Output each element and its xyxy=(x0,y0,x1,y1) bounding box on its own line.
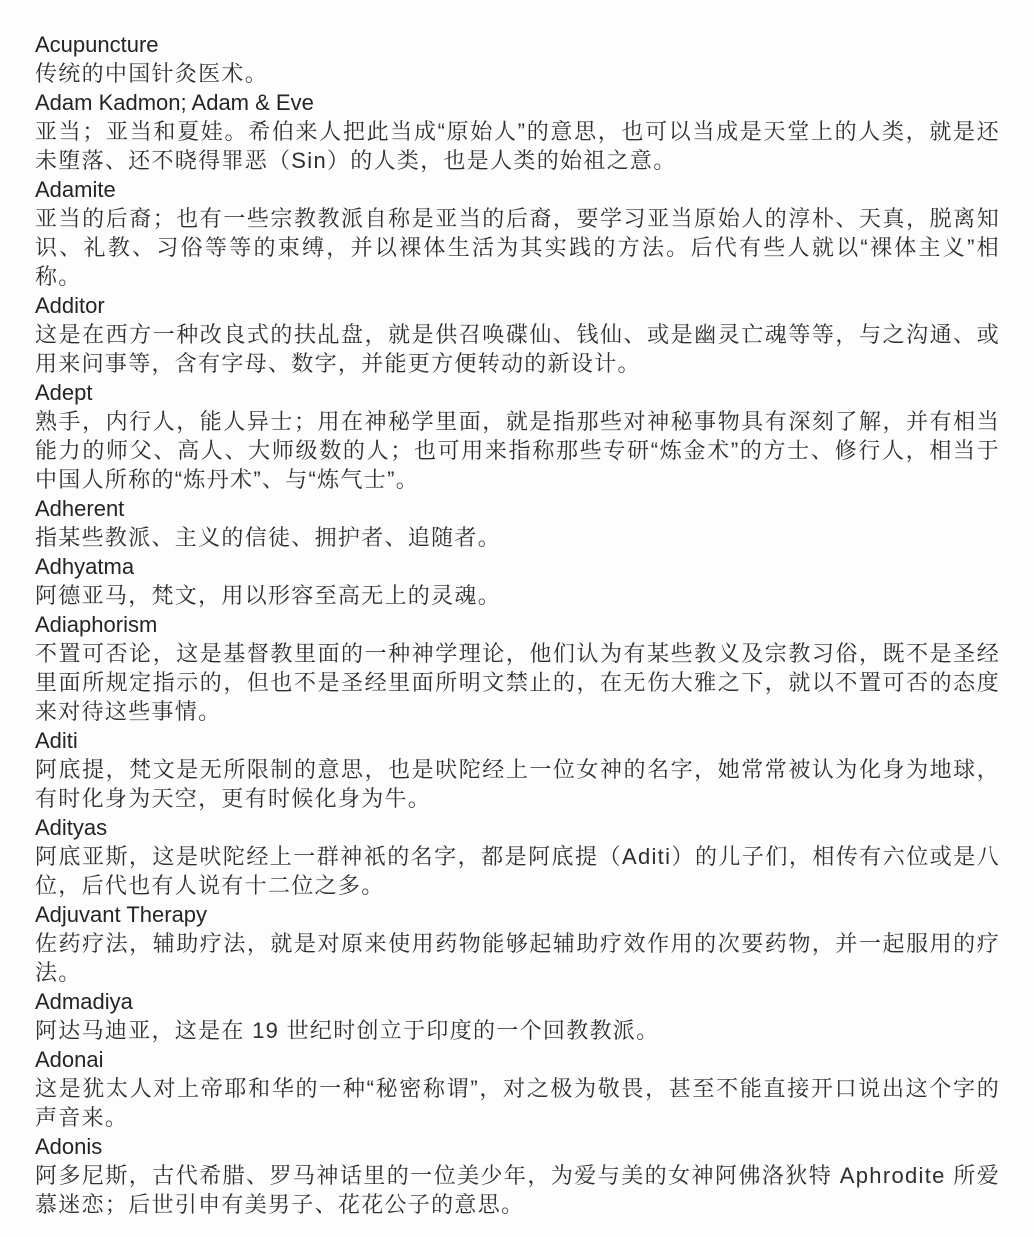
entry-term: Adonai xyxy=(35,1047,104,1072)
entry-term: Admadiya xyxy=(35,989,133,1014)
glossary-entry xyxy=(35,88,1000,175)
glossary-entry xyxy=(35,175,1000,291)
entry-definition: 佐药疗法，辅助疗法，就是对原来使用药物能够起辅助疗效作用的次要药物，并一起服用的疗法。 xyxy=(35,931,1000,985)
entry-term: Adherent xyxy=(35,496,125,521)
glossary-entry xyxy=(35,378,1000,494)
entry-term: Adhyatma xyxy=(35,554,135,579)
glossary-entry xyxy=(35,987,1000,1045)
entry-term: Aditi xyxy=(35,728,78,753)
entry-term: Adamite xyxy=(35,177,116,202)
entry-definition: 传统的中国针灸医术。 xyxy=(35,61,269,86)
entry-definition: 阿底提，梵文是无所限制的意思，也是吠陀经上一位女神的名字，她常常被认为化身为地球，有时化身为天空，更有时候化身为牛。 xyxy=(35,757,1000,811)
entry-definition: 亚当；亚当和夏娃。希伯来人把此当成“原始人”的意思，也可以当成是天堂上的人类，就是还未堕落、还不晓得罪恶（Sin）的人类，也是人类的始祖之意。 xyxy=(35,119,1000,173)
entry-definition: 阿达马迪亚，这是在 19 世纪时创立于印度的一个回教教派。 xyxy=(35,1018,660,1043)
glossary-entries xyxy=(35,30,1000,1219)
entry-definition: 熟手，内行人，能人异士；用在神秘学里面，就是指那些对神秘事物具有深刻了解，并有相当能力的师父、高人、大师级数的人；也可用来指称那些专研“炼金术”的方士、修行人，相当于中国人所称的“炼丹术”、与“炼气士”。 xyxy=(35,409,1000,492)
entry-term: Adityas xyxy=(35,815,108,840)
glossary-entry xyxy=(35,1132,1000,1219)
entry-term: Adept xyxy=(35,380,93,405)
entry-term: Additor xyxy=(35,293,105,318)
entry-term: Adonis xyxy=(35,1134,103,1159)
entry-definition: 阿底亚斯，这是吠陀经上一群神祇的名字，都是阿底提（Aditi）的儿子们，相传有六位或是八位，后代也有人说有十二位之多。 xyxy=(35,844,1000,898)
entry-definition: 阿多尼斯，古代希腊、罗马神话里的一位美少年，为爱与美的女神阿佛洛狄特 Aphrodite 所爱慕迷恋；后世引申有美男子、花花公子的意思。 xyxy=(35,1163,1000,1217)
entry-definition: 不置可否论，这是基督教里面的一种神学理论，他们认为有某些教义及宗教习俗，既不是圣经里面所规定指示的，但也不是圣经里面所明文禁止的，在无伤大雅之下，就以不置可否的态度来对待这些事情。 xyxy=(35,641,1000,724)
glossary-entry xyxy=(35,1045,1000,1132)
entry-term: Adam Kadmon; Adam & Eve xyxy=(35,90,314,115)
glossary-entry xyxy=(35,610,1000,726)
entry-definition: 阿德亚马，梵文，用以形容至高无上的灵魂。 xyxy=(35,583,502,608)
entry-definition: 指某些教派、主义的信徒、拥护者、追随者。 xyxy=(35,525,502,550)
glossary-entry xyxy=(35,900,1000,987)
glossary-entry xyxy=(35,291,1000,378)
entry-definition: 这是犹太人对上帝耶和华的一种“秘密称谓”，对之极为敬畏，甚至不能直接开口说出这个字的声音来。 xyxy=(35,1076,1000,1130)
entry-definition: 这是在西方一种改良式的扶乩盘，就是供召唤碟仙、钱仙、或是幽灵亡魂等等，与之沟通、或用来问事等，含有字母、数字，并能更方便转动的新设计。 xyxy=(35,322,1000,376)
glossary-entry xyxy=(35,494,1000,552)
glossary-entry xyxy=(35,813,1000,900)
glossary-entry xyxy=(35,726,1000,813)
entry-term: Acupuncture xyxy=(35,32,159,57)
glossary-entry xyxy=(35,552,1000,610)
entry-definition: 亚当的后裔；也有一些宗教教派自称是亚当的后裔，要学习亚当原始人的淳朴、天真，脱离知识、礼教、习俗等等的束缚，并以裸体生活为其实践的方法。后代有些人就以“裸体主义”相称。 xyxy=(35,206,1000,289)
entry-term: Adiaphorism xyxy=(35,612,158,637)
glossary-entry xyxy=(35,30,1000,88)
entry-term: Adjuvant Therapy xyxy=(35,902,208,927)
